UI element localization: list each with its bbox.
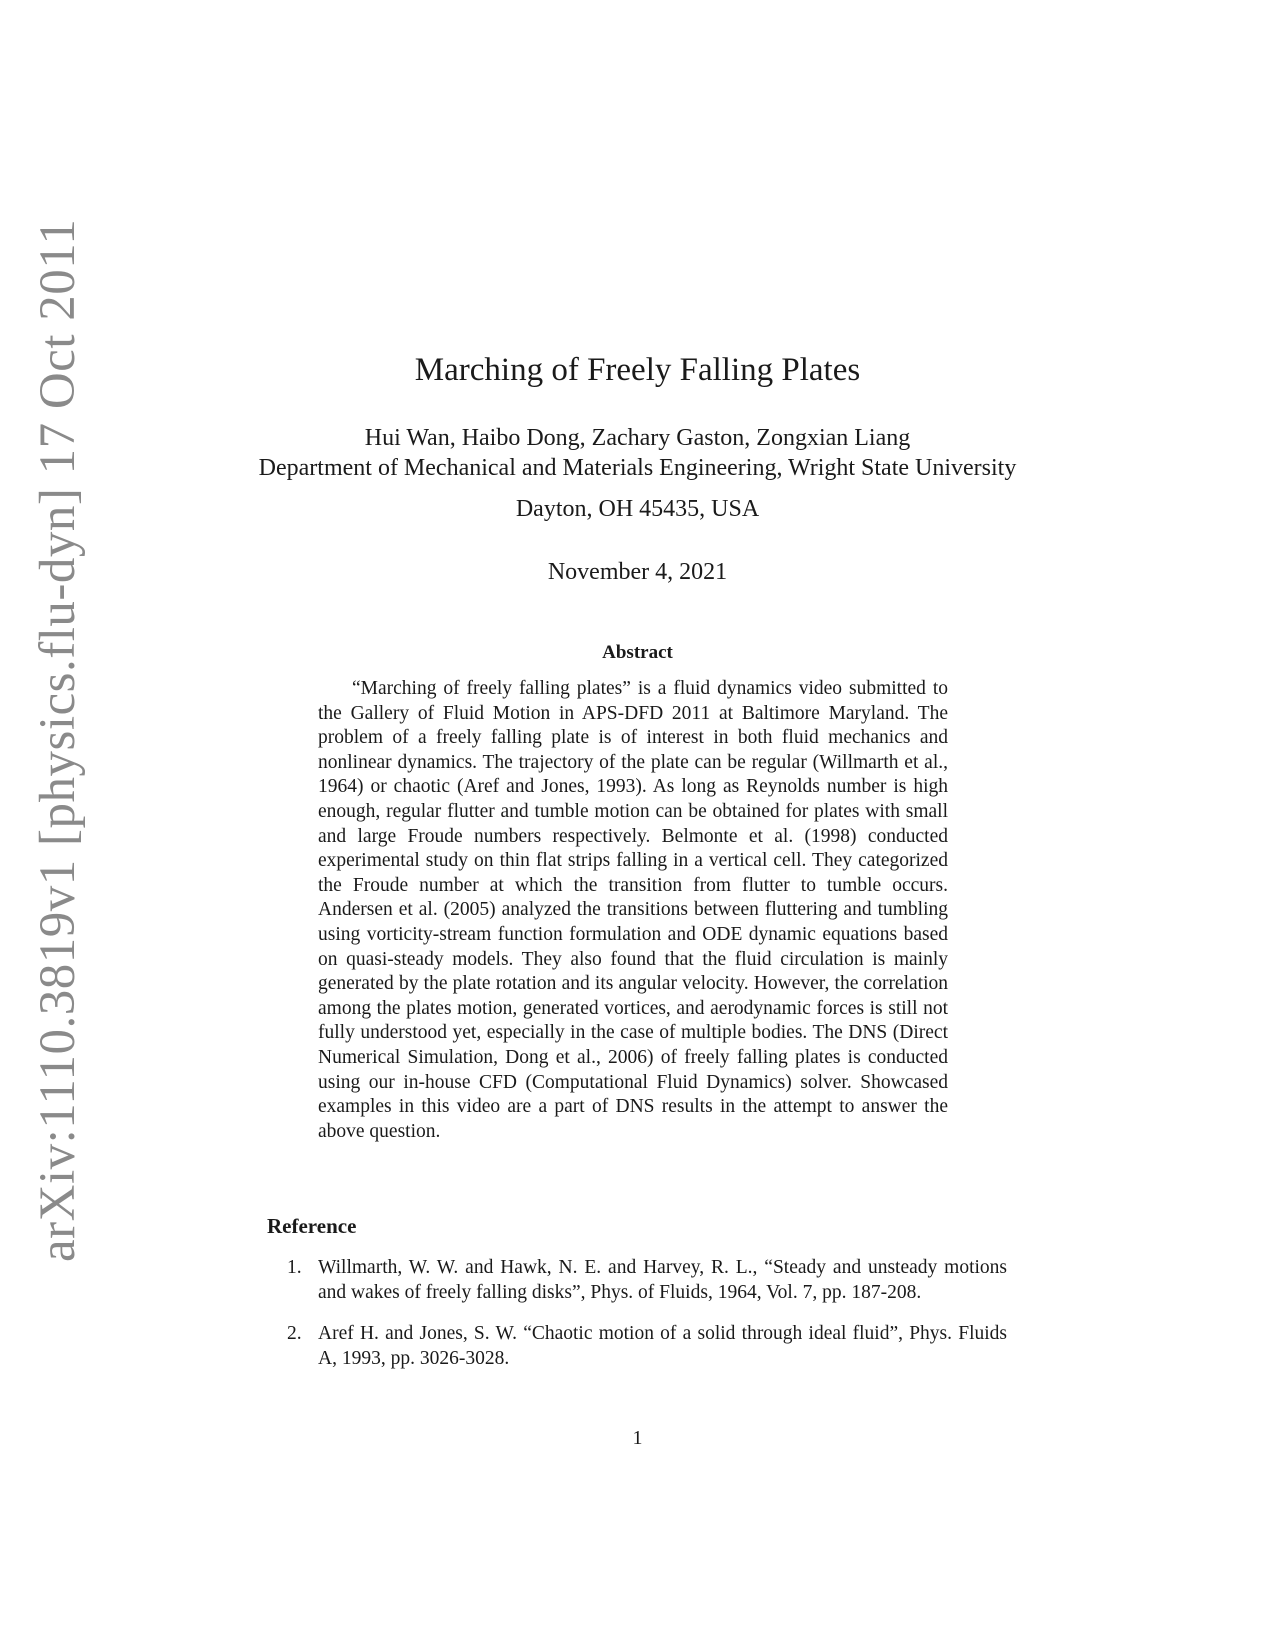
page-number: 1 <box>632 1427 643 1449</box>
abstract-text: “Marching of freely falling plates” is a fluid dynamics video submitted to the Gallery of Fluid Motion in APS-DFD 2011 at Baltimore Maryland. The problem of a freely falling plate is of interest in both fluid mechanics and nonlinear dynamics. The trajectory of the plate can be regular (Willmarth et al., 1964) or chaotic (Aref and Jones, 1993). As long as Reynolds number is high enough, regular flutter and tumble motion can be obtained for plates with small and large Froude numbers respectively. Belmonte et al. (1998) conducted experimental study on thin flat strips falling in a vertical cell. They categorized the Froude number at which the transition from flutter to tumble occurs. Andersen et al. (2005) analyzed the transitions between fluttering and tumbling using vorticity-stream function formulation and ODE dynamic equations based on quasi-steady models. They also found that the fluid circulation is mainly generated by the plate rotation and its angular velocity. However, the correlation among the plates motion, generated vortices, and aerodynamic forces is still not fully understood yet, especially in the case of multiple bodies. The DNS (Direct Numerical Simulation, Dong et al., 2006) of freely falling plates is conducted using our in-house CFD (Computational Fluid Dynamics) solver. Showcased examples in this video are a part of DNS results in the attempt to answer the above question. <box>318 678 948 1142</box>
abstract-heading: Abstract <box>602 642 673 663</box>
paper-date: November 4, 2021 <box>547 559 728 585</box>
reference-item <box>267 1322 1007 1371</box>
reference-list <box>267 1256 1007 1388</box>
reference-number: 1. <box>287 1257 302 1278</box>
reference-item <box>267 1256 1007 1305</box>
arxiv-identifier-stamp: arXiv:1110.3819v1 [physics.flu-dyn] 17 Oct 2011 <box>30 218 86 1262</box>
paper-affiliation: Department of Mechanical and Materials Engineering, Wright State University <box>258 455 1017 481</box>
paper-location: Dayton, OH 45435, USA <box>515 496 760 522</box>
paper-authors: Hui Wan, Haibo Dong, Zachary Gaston, Zongxian Liang <box>364 425 911 451</box>
reference-heading: Reference <box>267 1214 357 1238</box>
reference-text: Willmarth, W. W. and Hawk, N. E. and Harvey, R. L., “Steady and unsteady motions and wakes of freely falling disks”, Phys. of Fluids, 1964, Vol. 7, pp. 187-208. <box>318 1257 1007 1303</box>
paper-title: Marching of Freely Falling Plates <box>414 352 861 388</box>
reference-number: 2. <box>287 1323 302 1345</box>
reference-text: Aref H. and Jones, S. W. “Chaotic motion of a solid through ideal fluid”, Phys. Fluids A, 1993, pp. 3026-3028. <box>318 1323 1007 1369</box>
